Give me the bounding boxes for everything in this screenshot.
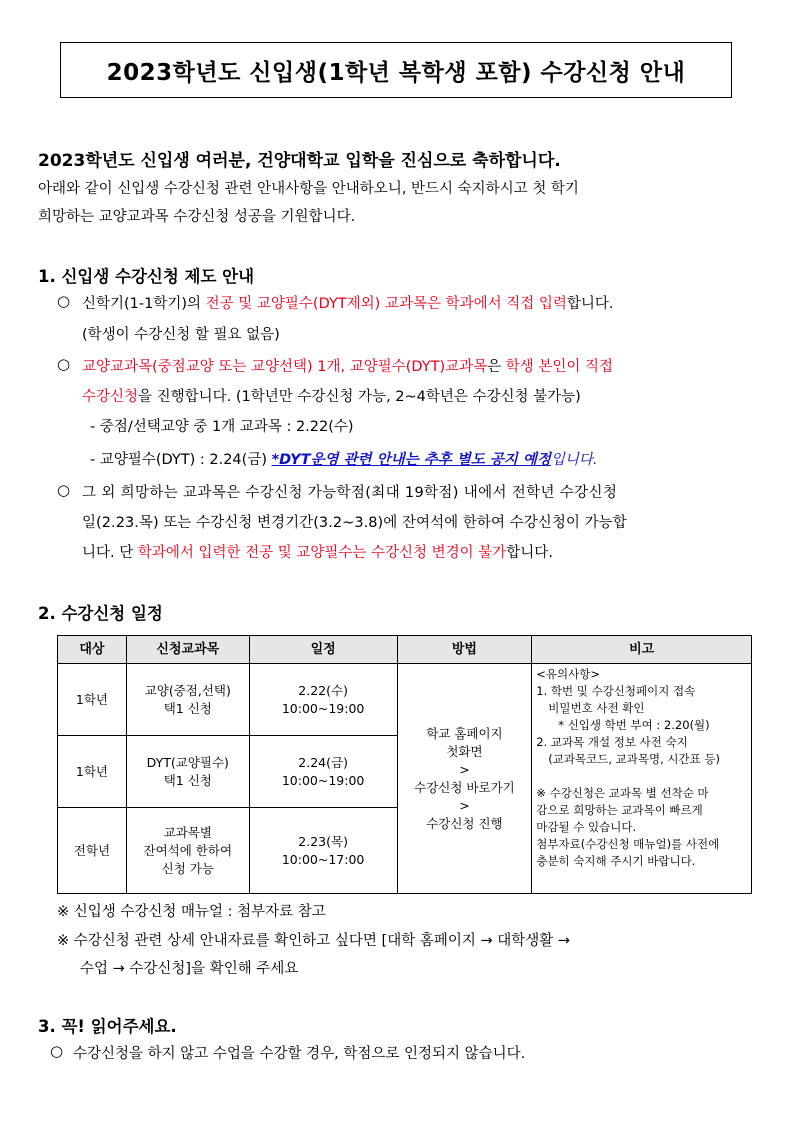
page-title: 2023학년도 신입생(1학년 복학생 포함) 수강신청 안내: [60, 42, 732, 98]
course-line: 신청 가능: [161, 860, 214, 876]
course-line: 교과목별: [163, 824, 212, 840]
target-cell: 1학년: [58, 736, 127, 808]
section2-heading: 2. 수강신청 일정: [38, 604, 163, 623]
bullet-icon: ○: [50, 1042, 64, 1060]
item2-highlight-2: 학생 본인이 직접: [505, 359, 614, 375]
footnote-manual: ※ 신입생 수강신청 매뉴얼 : 첨부자료 참고: [57, 904, 326, 920]
notes-line: 2. 교과목 개설 정보 사전 숙지: [536, 735, 688, 749]
item3-line1: 그 외 희망하는 교과목은 수강신청 가능학점(최대 19학점) 내에서 전학년 수강신청: [82, 485, 618, 501]
item2-highlight-3: 수강신청: [82, 389, 139, 405]
item2-sub2: [90, 448, 598, 469]
item2-line2: [82, 385, 581, 406]
item3-line2: 일(2.23.목) 또는 수강신청 변경기간(3.2~3.8)에 잔여석에 한하여 수강신청이 가능합: [82, 515, 627, 531]
section3-heading: 3. 꼭! 읽어주세요.: [38, 1017, 177, 1036]
method-cell: [397, 664, 532, 894]
date-cell: [249, 664, 397, 736]
notes-line: 충분히 숙지해 주시기 바랍니다.: [536, 854, 696, 868]
date-cell: [249, 808, 397, 894]
method-line: 수강신청 진행: [426, 815, 503, 831]
intro-line-2: 희망하는 교양교과목 수강신청 성공을 기원합니다.: [38, 209, 356, 225]
course-line: 잔여석에 한하여: [143, 842, 233, 858]
item3-text: 니다. 단: [82, 545, 138, 561]
bullet-icon: ○: [57, 355, 71, 373]
bullet-icon: ○: [57, 481, 71, 499]
notes-line: 첨부자료(수강신청 매뉴얼)를 사전에: [536, 837, 720, 851]
intro-line-1: 아래와 같이 신입생 수강신청 관련 안내사항을 안내하오니, 반드시 숙지하시고 첫 학기: [38, 181, 579, 197]
table-row: [58, 664, 752, 736]
item1-text: 신학기(1-1학기)의: [82, 296, 206, 312]
notes-line: * 신입생 학번 부여 : 2.20(월): [558, 718, 710, 732]
section1-heading: 1. 신입생 수강신청 제도 안내: [38, 267, 255, 286]
item1-end: 합니다.: [566, 296, 614, 312]
item2-sub2-text: - 교양필수(DYT) : 2.24(금): [90, 452, 272, 468]
item2-sub1: - 중점/선택교양 중 1개 교과목 : 2.22(수): [90, 419, 354, 435]
method-line: 수강신청 바로가기: [414, 779, 515, 795]
table-header-row: [58, 636, 752, 664]
method-arrow: >: [459, 797, 470, 813]
notes-line: 비밀번호 사전 확인: [548, 701, 645, 715]
section3-text: 수강신청을 하지 않고 수업을 수강할 경우, 학점으로 인정되지 않습니다.: [73, 1046, 526, 1062]
item2-text: 은: [487, 359, 506, 375]
item2-highlight-1: 교양교과목(중점교양 또는 교양선택) 1개, 교양필수(DYT)교과목: [82, 359, 488, 375]
item1-line1: [82, 292, 614, 313]
table-header: 방법: [397, 636, 532, 664]
course-line: 택1 신청: [163, 772, 212, 788]
method-arrow: >: [459, 761, 470, 777]
notes-line: ※ 수강신청은 교과목 별 선착순 마: [536, 786, 709, 800]
greeting: 2023학년도 신입생 여러분, 건양대학교 입학을 진심으로 축하합니다.: [38, 151, 561, 171]
notes-cell: [532, 664, 752, 894]
footnote-details-2: 수업 → 수강신청]을 확인해 주세요: [80, 961, 299, 977]
course-line: 교양(중점,선택): [144, 682, 231, 698]
item1-line2: (학생이 수강신청 할 필요 없음): [82, 327, 280, 343]
footnote-details-1: ※ 수강신청 관련 상세 안내자료를 확인하고 싶다면 [대학 홈페이지 → 대학생활 →: [57, 933, 571, 949]
course-line: DYT(교양필수): [146, 754, 229, 770]
date-cell: [249, 736, 397, 808]
method-line: 학교 홈페이지: [426, 725, 503, 741]
bullet-icon: ○: [57, 292, 71, 310]
course-line: 택1 신청: [163, 700, 212, 716]
date-line: 2.22(수): [298, 682, 348, 698]
notes-line: 마감될 수 있습니다.: [536, 820, 637, 834]
course-cell: [126, 664, 249, 736]
notes-line: (교과목코드, 교과목명, 시간표 등): [548, 752, 720, 766]
target-cell: 전학년: [58, 808, 127, 894]
course-cell: [126, 808, 249, 894]
time-line: 10:00~19:00: [281, 772, 365, 788]
item3-line3: [82, 541, 553, 562]
notes-line: <유의사항>: [536, 667, 601, 681]
date-line: 2.23(목): [298, 833, 348, 849]
method-line: 첫화면: [446, 743, 483, 759]
item2-line1: [82, 355, 613, 376]
notes-line: 1. 학번 및 수강신청페이지 접속: [536, 684, 696, 698]
notes-line: 감으로 희망하는 교과목이 빠르게: [536, 803, 703, 817]
dyt-notice: *DYT운영 관련 안내는 추후 별도 공지 예정: [271, 452, 551, 468]
dyt-notice-tail: 입니다.: [550, 452, 598, 468]
item3-end: 합니다.: [506, 545, 553, 561]
table-header: 비고: [532, 636, 752, 664]
notes-spacer: [536, 768, 747, 785]
item2-text-2: 을 진행합니다. (1학년만 수강신청 가능, 2~4학년은 수강신청 불가능): [138, 389, 581, 405]
date-line: 2.24(금): [298, 754, 348, 770]
table-header: 신청교과목: [126, 636, 249, 664]
table-header: 일정: [249, 636, 397, 664]
time-line: 10:00~19:00: [281, 700, 365, 716]
item3-highlight: 학과에서 입력한 전공 및 교양필수는 수강신청 변경이 불가: [137, 545, 507, 561]
course-cell: [126, 736, 249, 808]
item1-highlight: 전공 및 교양필수(DYT제외) 교과목은 학과에서 직접 입력: [205, 296, 567, 312]
target-cell: 1학년: [58, 664, 127, 736]
table-header: 대상: [58, 636, 127, 664]
schedule-table: [57, 635, 752, 894]
time-line: 10:00~17:00: [281, 851, 365, 867]
